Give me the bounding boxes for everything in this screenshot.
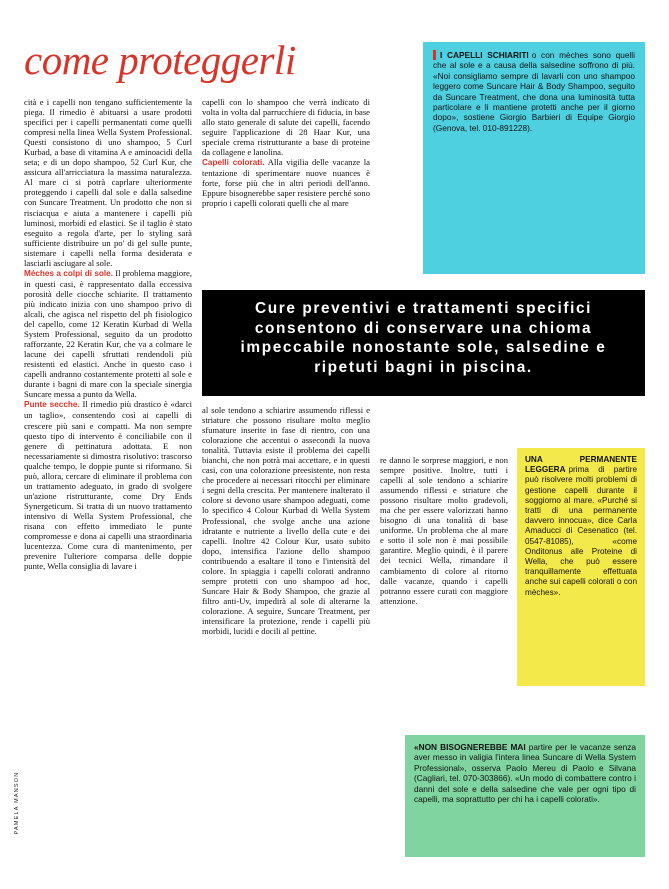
sidebar-box-cyan bbox=[423, 42, 645, 274]
pull-quote: Cure preventivi e trattamenti specifici consentono di conservare una chioma impeccabile nonostante sole, salsedine e ripetuti bagni in piscina. bbox=[202, 290, 645, 396]
body-column-3-lower bbox=[380, 455, 508, 606]
paragraph bbox=[24, 399, 192, 571]
sidebar-box-cyan-kicker: I CAPELLI SCHIARITI bbox=[433, 50, 529, 60]
sidebar-box-yellow-body: prima di partire può risolvere molti problemi di gestione capelli durante il soggiorno al mare. «Purché si tratti di una permanente davvero innocua», dice Carla Amaducci di Cesenatico (tel. 0547-81085), «come Onditonus alle Proteine di Wella, che può essere tranquillamente effettuata anche sui capelli colorati o con mèches». bbox=[525, 465, 637, 597]
sidebar-box-yellow bbox=[517, 448, 645, 686]
paragraph-text: Il rimedio più drastico è «darci un taglio», consentendo così ai capelli di crescere più sani e compatti. Ma non sempre questo tipo di intervento è conciliabile con il genere di pettinatura adottata. E non necessariamente si dimostra risolutivo: trascorso qualche tempo, le doppie punte si riformano. Si può, allora, cercare di eliminare il problema con un trattamento adeguato, in grado di svolgere un'azione ristrutturante, come Dry Ends Synergeticum. Si tratta di un nuovo trattamento intensivo di Wella System Professional, che risana con effetto immediato le punte compromesse e dona ai capelli una straordinaria lucentezza. Come cura di mantenimento, per prevenire l'ulteriore comparsa delle doppie punte, Wella consiglia di lavare i bbox=[24, 399, 192, 572]
paragraph bbox=[24, 268, 192, 400]
sidebar-box-green-kicker: «NON BISOGNEREBBE MAI bbox=[414, 742, 526, 752]
paragraph-text: Alla vigilia delle vacanze la tentazione di sperimentare nuove nuances è forte, forse più che in altri periodi dell'anno. Eppure bisognerebbe saper resistere perché sono proprio i capelli colorati quelli che al mare bbox=[202, 157, 370, 209]
body-column-1 bbox=[24, 97, 192, 571]
paragraph: cità e i capelli non tengano sufficientemente la piega. Il rimedio è abituarsi a usare prodotti specifici per i capelli permanentati come quelli compresi nella linea Wella System Professional. Questi consistono di uno shampoo, 5 Curl Kurbad, a base di vitamina A e aminoacidi della seta; e di un dopo shampoo, 52 Curl Kur, che assicura all'arricciatura la massima naturalezza. Al mare ci si potrà caprlare ulteriormente proteggendo i capelli dal sole e dalla salsedine con Suncare Treatment. Un prodotto che non si risciacqua e aiuta a mantenere i capelli più luminosi, morbidi ed elastici. Se il taglio è stato eseguito a regola d'arte, per lo styling sarà sufficiente distribuire un po' di gel sulle punte, sistemare i capelli nella forma desiderata e lasciarli asciugare al sole. bbox=[24, 97, 192, 268]
body-column-2-lower bbox=[202, 405, 370, 636]
subhead-meches: Méches a colpi di sole. bbox=[24, 268, 114, 278]
subhead-capelli-colorati: Capelli colorati. bbox=[202, 158, 265, 168]
paragraph: capelli con lo shampoo che verrà indicato di volta in volta dal parrucchiere di fiducia, in base allo stato generale di salute dei capelli, facendo seguire l'applicazione di 28 Haar Kur, una speciale crema ristrutturante a base di proteine da collagene e lanolina. bbox=[202, 97, 370, 158]
sidebar-box-cyan-content bbox=[433, 50, 635, 133]
paragraph-text: Il problema maggiore, in questi casi, è rappresentato dalla eccessiva porosità delle ciocche schiarite. Il trattamento più indicato inizia con uno shampoo privo di alcali, che agisca nel rispetto del ph fisiologico del capello, come 12 Keratin Kurbad di Wella System Professional, seguito da un prodotto rafforzante, 22 Keratin Kur, che va a colmare le lacune dei capelli sfruttati rendendoli più resistenti ed elastici. Anche in questo caso i capelli andranno costantemente protetti al sole e durante i bagni di mare con la speciale sinergia Suncare messa a punto da Wella. bbox=[24, 267, 192, 400]
sidebar-box-green bbox=[405, 735, 645, 857]
paragraph bbox=[202, 157, 370, 208]
subhead-punte-secche: Punte secche. bbox=[24, 400, 80, 410]
paragraph: re danno le sorprese maggiori, e non sempre positive. Inoltre, tutti i capelli al sole tendono a schiarire assumendo riflessi e striature che possono risultare molto gradevoli, ma che per essere valorizzati hanno bisogno di una tonalità di base uniforme. Un problema che al mare e sotto il sole non è mai possibile garantire. Meglio quindi, è il parere dei tecnici Wella, rimandare il cambiamento di colore al ritorno dalle vacanze, quando i capelli potranno essere curati con maggiore attenzione. bbox=[380, 455, 508, 606]
paragraph: al sole tendono a schiarire assumendo riflessi e striature che possono risultare molto meglio sfumature inserite in fase di rientro, con una colorazione che accentui o assecondi la nuova tonalità. Tuttavia esiste il problema dei capelli bianchi, che non potrà mai accettare, e in questi casi, con una colorazione preesistente, non resta che procedere ai necessari ritocchi per eliminare i segni della crescita. Per mantenere inalterato il colore si devono usare shampoo adeguati, come lo specifico 4 Colour Kurbad di Wella System Professional, che svolge anche una azione idratante e nutriente a livello della cute e dei capelli. Inoltre 42 Colour Kur, usato subito dopo, intensifica l'azione dello shampoo contribuendo a esaltare il tono e l'intensità del colore. In spiaggia i capelli colorati andranno sempre protetti con uno shampoo ad hoc, Suncare Hair & Body Shampoo, che grazie al filtro anti-Uv, impedirà al sole di alterarne la colorazione. A seguire, Suncare Treatment, per intensificare la protezione, rende i capelli più morbidi, lucidi e docili al pettine. bbox=[202, 405, 370, 637]
body-column-2 bbox=[202, 97, 370, 209]
page-title: come proteggerli bbox=[24, 37, 296, 83]
sidebar-box-yellow-kicker: UNA PERMANENTE LEGGERA bbox=[525, 455, 637, 475]
photo-credit: PAMELA MANSON bbox=[14, 771, 20, 835]
sidebar-box-green-body: partire per le vacanze senza aver messo in valigia l'intera linea Suncare di Wella System Professional», osserva Paolo Mereu di Paolo e Silvana (Cagliari, tel. 070-303866). «Un modo di combattere contro i danni del sole e della salsedine che vale per ogni tipo di capelli, ma soprattutto per chi ha i capelli colorati». bbox=[414, 742, 636, 805]
sidebar-box-cyan-body: o con mèches sono quelli che al sole e a causa della salsedine soffrono di più. «Noi consigliamo sempre di lavarli con uno shampoo leggero come Suncare Hair & Body Shampoo, seguito da Suncare Treatment, che dona una luminosità tutta particolare e li mantiene protetti anche per il giorno dopo», sostiene Giorgio Barbieri di Equipe Giorgio (Genova, tel. 010-891228). bbox=[433, 50, 635, 133]
